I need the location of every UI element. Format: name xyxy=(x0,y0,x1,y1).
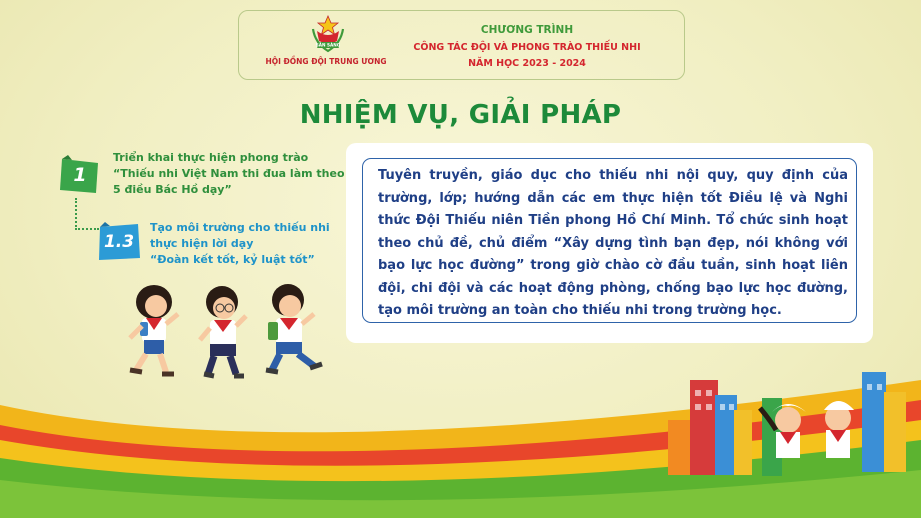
page-title: NHIỆM VỤ, GIẢI PHÁP xyxy=(299,100,622,130)
item-1-text xyxy=(113,150,345,198)
youth-union-logo-icon xyxy=(307,13,349,55)
item-1-3-line: “Đoàn kết tốt, kỷ luật tốt” xyxy=(150,253,315,266)
content-paragraph: Tuyên truyền, giáo dục cho thiếu nhi nội quy, quy định của trường, lớp; hướng dẫn các em thực hiện tốt Điều lệ và Nghi thức Đội Thiếu niên Tiền phong Hồ Chí Minh. Tổ chức sinh hoạt theo chủ đề, chủ điểm “Xây dựng tình bạn đẹp, nói không với bạo lực học đường” trong giờ chào cờ đầu tuần, sinh hoạt liên đội, chi đội và các hoạt động phòng, chống bạo lực học đường, tạo môi trường an toàn cho thiếu nhi trong trường học. xyxy=(378,168,848,318)
item-1-3-text xyxy=(150,220,330,268)
item-1-line: “Thiếu nhi Việt Nam thi đua làm theo xyxy=(113,167,345,180)
program-label: CHƯƠNG TRÌNH xyxy=(480,24,574,36)
item-number-1: 1 xyxy=(73,164,87,186)
org-name: HỘI ĐỒNG ĐỘI TRUNG ƯƠNG xyxy=(265,57,387,66)
program-title: CÔNG TÁC ĐỘI VÀ PHONG TRÀO THIẾU NHI xyxy=(413,42,641,53)
item-number-1-3: 1.3 xyxy=(103,232,135,252)
school-year: NĂM HỌC 2023 - 2024 xyxy=(468,58,586,69)
item-1-3-line: thực hiện lời dạy xyxy=(150,237,254,250)
item-badge-1-3 xyxy=(96,222,142,262)
item-1-line: Triển khai thực hiện phong trào xyxy=(113,151,309,164)
logo-text: SẴN SÀNG xyxy=(315,42,341,48)
item-1-line: 5 điều Bác Hồ dạy” xyxy=(113,183,232,196)
kids-illustration-icon xyxy=(118,278,338,388)
item-badge-1 xyxy=(58,155,102,195)
item-1-3-line: Tạo môi trường cho thiếu nhi xyxy=(150,221,330,234)
